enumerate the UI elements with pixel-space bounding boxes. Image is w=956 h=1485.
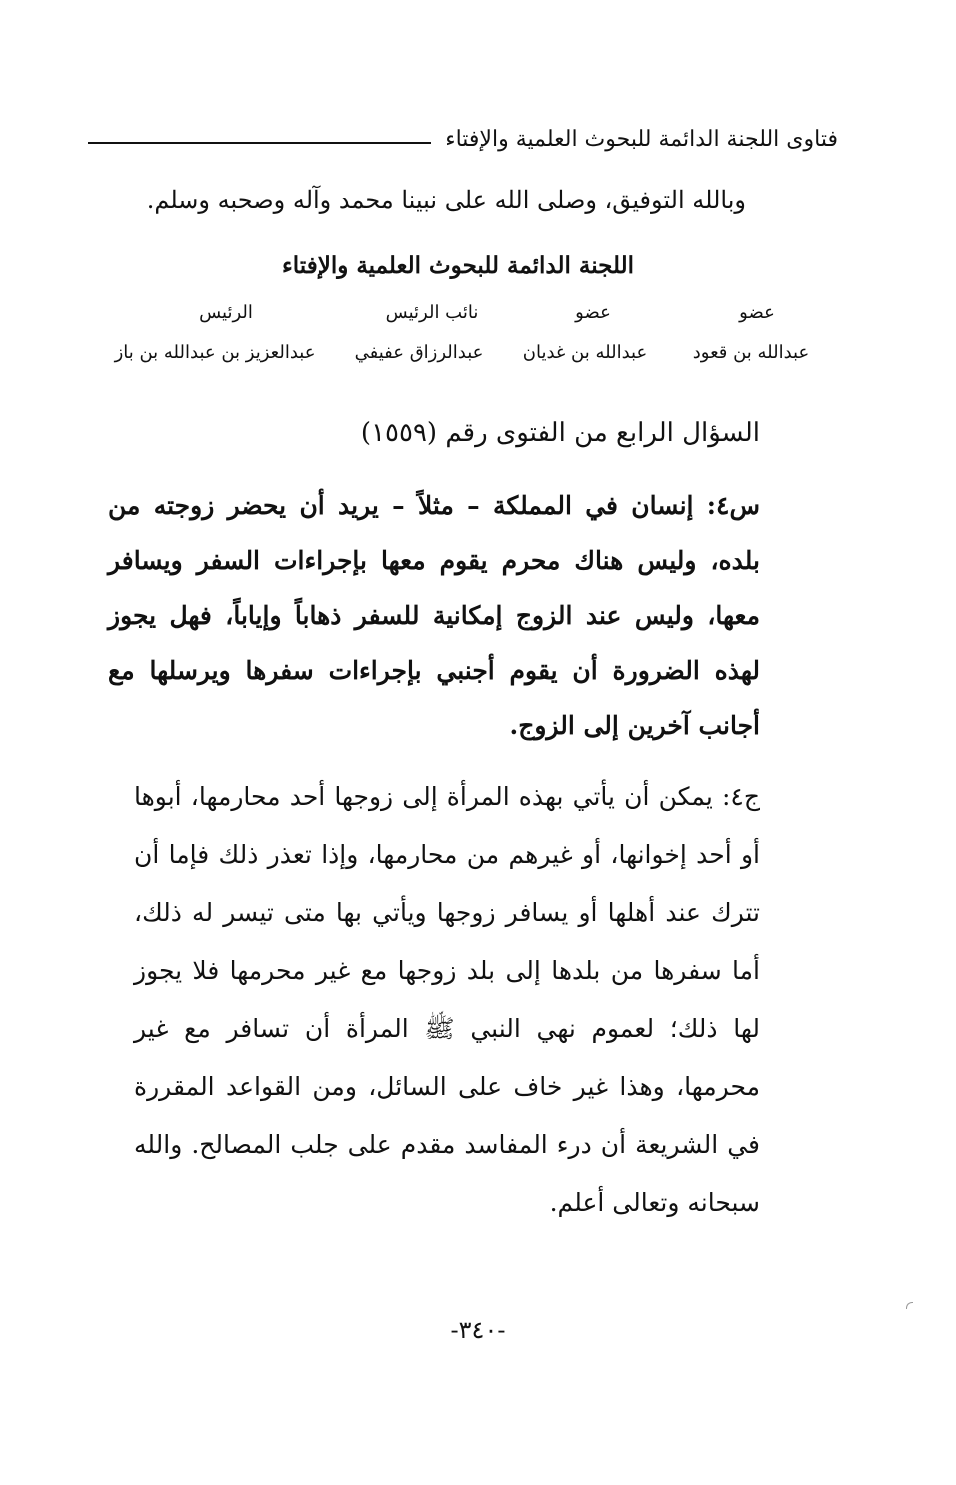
question-paragraph [108, 478, 760, 753]
running-title: فتاوى اللجنة الدائمة للبحوث العلمية والإفتاء [445, 127, 838, 152]
question-label: س٤: [706, 491, 760, 520]
margin-mark [906, 1302, 913, 1309]
signatory-role: عضو [739, 302, 775, 323]
answer-text: يمكن أن يأتي بهذه المرأة إلى زوجها أحد محارمها، أبوها أو أحد إخوانها، أو غيرهم من محارمها، وإذا تعذر ذلك فإما أن تترك عند أهلها أو يسافر زوجها ويأتي بها متى تيسر له ذلك، أما سفرها من بلدها إلى بلد زوجها مع غير محرمها فلا يجوز لها ذلك؛ لعموم نهي النبي ﷺ المرأة أن تسافر مع غير محرمها، وهذا غير خاف على السائل، ومن القواعد المقررة في الشريعة أن درء المفاسد مقدم على جلب المصالح. والله سبحانه وتعالى أعلم. [134, 782, 760, 1217]
header-rule [88, 142, 431, 144]
signatory-name: عبدالله بن قعود [692, 342, 810, 363]
page-number: -٣٤٠- [450, 1316, 506, 1344]
answer-paragraph [134, 768, 760, 1232]
signatory-name: عبدالعزيز بن عبدالله بن باز [114, 342, 316, 363]
answer-label: ج٤: [721, 782, 760, 811]
signatory-role: عضو [575, 302, 611, 323]
signatory-role: نائب الرئيس [385, 302, 479, 323]
signatory-name: عبدالله بن غديان [522, 342, 648, 363]
running-header [88, 108, 838, 152]
committee-title: اللجنة الدائمة للبحوث العلمية والإفتاء [281, 252, 635, 279]
question-title: السؤال الرابع من الفتوى رقم (١٥٥٩) [360, 418, 760, 448]
question-text: إنسان في المملكة – مثلاً – يريد أن يحضر زوجته من بلده، وليس هناك محرم يقوم معها بإجراءات السفر ويسافر معها، وليس عند الزوج إمكانية للسفر ذهاباً وإياباً، فهل يجوز لهذه الضرورة أن يقوم أجنبي بإجراءات سفرها ويرسلها مع أجانب آخرين إلى الزوج. [108, 491, 760, 740]
closing-line: وبالله التوفيق، وصلى الله على نبينا محمد وآله وصحبه وسلم. [146, 186, 746, 214]
signatory-role: الرئيس [199, 302, 253, 323]
signatory-name: عبدالرزاق عفيفي [354, 342, 484, 363]
